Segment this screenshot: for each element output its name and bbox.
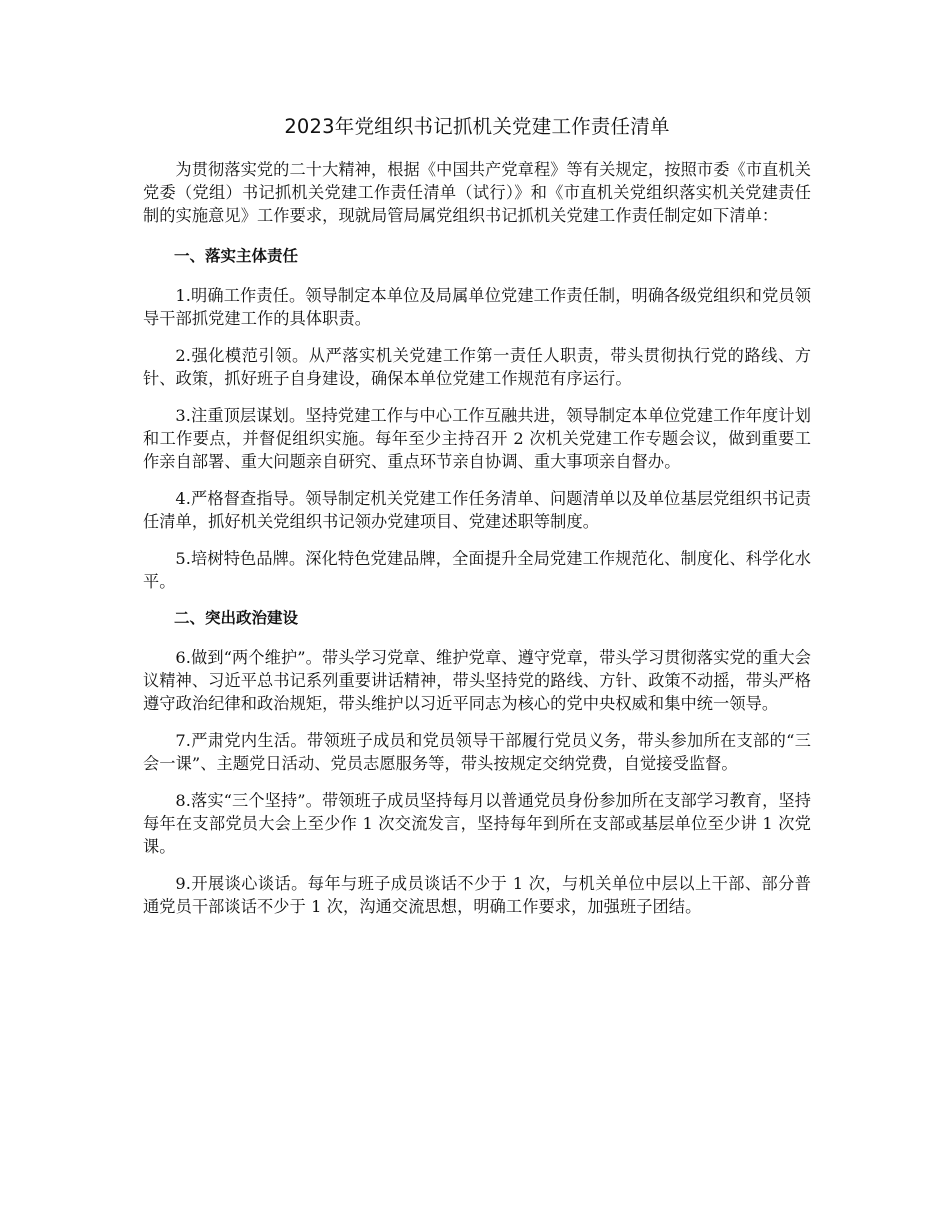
intro-paragraph: 为贯彻落实党的二十大精神，根据《中国共产党章程》等有关规定，按照市委《市直机关党委（党组）书记抓机关党建工作责任清单（试行）》和《市直机关党组织落实机关党建责任制的实施意见》工作要求，现就局管局属党组织书记抓机关党建工作责任制定如下清单：: [143, 160, 811, 225]
list-item: 2.强化模范引领。从严落实机关党建工作第一责任人职责，带头贯彻执行党的路线、方针、政策，抓好班子自身建设，确保本单位党建工作规范有序运行。: [143, 346, 811, 388]
section-2: [143, 607, 811, 918]
section-heading: 二、突出政治建设: [174, 609, 299, 627]
document-page: [143, 112, 811, 932]
section-1: [143, 245, 811, 593]
list-item: 5.培树特色品牌。深化特色党建品牌，全面提升全局党建工作规范化、制度化、科学化水平。: [143, 549, 811, 591]
list-item: 6.做到“两个维护”。带头学习党章、维护党章、遵守党章，带头学习贯彻落实党的重大会议精神、习近平总书记系列重要讲话精神，带头坚持党的路线、方针、政策不动摇，带头严格遵守政治纪律和政治规矩，带头维护以习近平同志为核心的党中央权威和集中统一领导。: [143, 648, 811, 713]
section-heading: 一、落实主体责任: [174, 247, 299, 265]
list-item: 7.严肃党内生活。带领班子成员和党员领导干部履行党员义务，带头参加所在支部的“三会一课”、主题党日活动、党员志愿服务等，带头按规定交纳党费，自觉接受监督。: [143, 731, 811, 773]
list-item: 3.注重顶层谋划。坚持党建工作与中心工作互融共进，领导制定本单位党建工作年度计划和工作要点，并督促组织实施。每年至少主持召开 2 次机关党建工作专题会议，做到重要工作亲自部署、重大问题亲自研究、重点环节亲自协调、重大事项亲自督办。: [143, 406, 811, 471]
document-title: 2023年党组织书记抓机关党建工作责任清单: [284, 115, 670, 138]
list-item: 1.明确工作责任。领导制定本单位及局属单位党建工作责任制，明确各级党组织和党员领导干部抓党建工作的具体职责。: [143, 286, 811, 328]
list-item: 4.严格督查指导。领导制定机关党建工作任务清单、问题清单以及单位基层党组织书记责任清单，抓好机关党组织书记领办党建项目、党建述职等制度。: [143, 489, 811, 531]
list-item: 8.落实“三个坚持”。带领班子成员坚持每月以普通党员身份参加所在支部学习教育，坚持每年在支部党员大会上至少作 1 次交流发言，坚持每年到所在支部或基层单位至少讲 1 次党课。: [143, 791, 811, 856]
list-item: 9.开展谈心谈话。每年与班子成员谈话不少于 1 次，与机关单位中层以上干部、部分普通党员干部谈话不少于 1 次，沟通交流思想，明确工作要求，加强班子团结。: [143, 874, 811, 916]
